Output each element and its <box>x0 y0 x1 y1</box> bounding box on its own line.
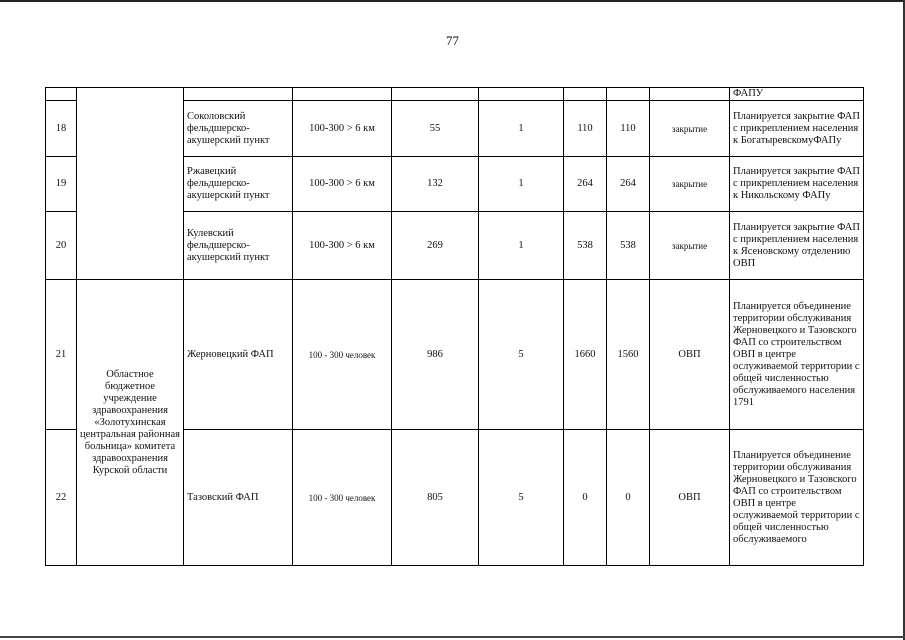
norm-cell: 100-300 > 6 км <box>293 212 392 280</box>
norm-cell: 100 - 300 человек <box>293 280 392 430</box>
facilities-table <box>45 87 864 566</box>
value1-cell: 264 <box>564 157 607 212</box>
value2-cell: 110 <box>607 101 650 157</box>
row-number: 22 <box>46 430 77 566</box>
note-cell: Планируется объединение территории обслуживания Жерновецкого и Тазовского ФАП со строительством ОВП в центре ослуживаемой территории с общей численностью обслуживаемого <box>730 430 864 566</box>
note-cell: Планируется закрытие ФАП с прикреплением населения к Никольскому ФАПу <box>730 157 864 212</box>
row-number: 21 <box>46 280 77 430</box>
staff-cell: 5 <box>479 430 564 566</box>
value2-cell: 264 <box>607 157 650 212</box>
staff-cell: 1 <box>479 101 564 157</box>
action-cell: закрытие <box>650 101 730 157</box>
organization-cell: Областное бюджетное учреждение здравоохранения «Золотухинская центральная районная больница» комитета здравоохранения Курской области <box>77 280 184 566</box>
population-cell: 269 <box>392 212 479 280</box>
scan-edge-top <box>0 0 905 2</box>
value1-cell: 110 <box>564 101 607 157</box>
top-note-cell: ФАПУ <box>730 88 864 101</box>
norm-cell: 100 - 300 человек <box>293 430 392 566</box>
cell-empty <box>46 88 77 101</box>
facility-name: Жерновецкий ФАП <box>184 280 293 430</box>
norm-cell: 100-300 > 6 км <box>293 101 392 157</box>
cell-empty <box>607 88 650 101</box>
population-cell: 55 <box>392 101 479 157</box>
cell-empty <box>479 88 564 101</box>
action-cell: закрытие <box>650 157 730 212</box>
cell-empty <box>184 88 293 101</box>
note-cell: Планируется объединение территории обслуживания Жерновецкого и Тазовского ФАП со строительством ОВП в центре ослуживаемой территории с общей численностью обслуживаемого населения 1791 <box>730 280 864 430</box>
row-number: 19 <box>46 157 77 212</box>
staff-cell: 1 <box>479 157 564 212</box>
action-cell: ОВП <box>650 280 730 430</box>
facility-name: Кулевский фельдшерско-акушерский пункт <box>184 212 293 280</box>
action-cell: ОВП <box>650 430 730 566</box>
facility-name: Соколовский фельдшерско-акушерский пункт <box>184 101 293 157</box>
value2-cell: 538 <box>607 212 650 280</box>
row-number: 18 <box>46 101 77 157</box>
org-cell-empty <box>77 88 184 280</box>
population-cell: 132 <box>392 157 479 212</box>
staff-cell: 5 <box>479 280 564 430</box>
value2-cell: 0 <box>607 430 650 566</box>
cell-empty <box>564 88 607 101</box>
row-number: 20 <box>46 212 77 280</box>
table-row-continued <box>46 88 864 101</box>
page-number: 77 <box>446 33 459 48</box>
norm-cell: 100-300 > 6 км <box>293 157 392 212</box>
value2-cell: 1560 <box>607 280 650 430</box>
population-cell: 986 <box>392 280 479 430</box>
action-cell: закрытие <box>650 212 730 280</box>
value1-cell: 0 <box>564 430 607 566</box>
cell-empty <box>392 88 479 101</box>
value1-cell: 1660 <box>564 280 607 430</box>
facility-name: Ржавецкий фельдшерско-акушерский пункт <box>184 157 293 212</box>
note-cell: Планируется закрытие ФАП с прикреплением населения к БогатыревскомуФАПу <box>730 101 864 157</box>
population-cell: 805 <box>392 430 479 566</box>
table-row <box>46 280 864 430</box>
cell-empty <box>650 88 730 101</box>
cell-empty <box>293 88 392 101</box>
note-cell: Планируется закрытие ФАП с прикреплением населения к Ясеновскому отделению ОВП <box>730 212 864 280</box>
staff-cell: 1 <box>479 212 564 280</box>
value1-cell: 538 <box>564 212 607 280</box>
scan-edge-bottom <box>0 636 905 638</box>
facility-name: Тазовский ФАП <box>184 430 293 566</box>
